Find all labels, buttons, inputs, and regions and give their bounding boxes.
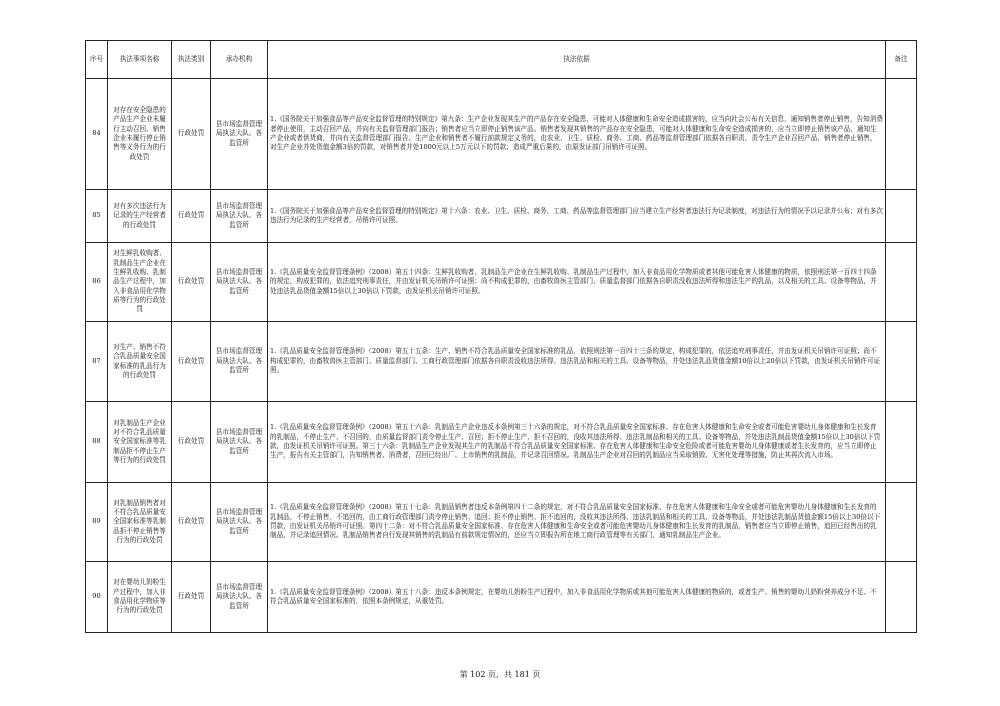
row-no: 84 [86, 79, 108, 190]
row-note [886, 483, 917, 562]
row-no: 86 [86, 243, 108, 322]
row-basis: 1.《乳品质量安全监督管理条例》（2008）第五十六条：乳制品生产企业违反本条例第三十六条的规定，对不符合乳品质量安全国家标准、存在危害人体健康和生命安全或者可能危害婴幼儿身体健康和生长发育的乳制品，不停止生产、不召回的，由质量监督部门责令停止生产、召回；拒不停止生产、拒不召回的，没收其违法所得、违法乳制品和相关的工具、设备等物品，并处违法乳制品货值金额15倍以上30倍以下罚款，由发证机关吊销许可证照。第三十六条：乳制品生产企业发现其生产的乳制品不符合乳品质量安全国家标准、存在危害人体健康和生命安全危险或者可能危害婴幼儿身体健康或者生长发育的，应当立即停止生产，报告有关主管部门，告知销售者、消费者，召回已经出厂、上市销售的乳制品，并记录召回情况。乳制品生产企业对召回的乳制品应当采取销毁、无害化处理等措施，防止其再次流入市场。 [268, 402, 886, 483]
enforcement-table [85, 40, 917, 633]
row-agency: 县市场监督管理局执法大队、各监管所 [211, 562, 268, 633]
table-row [86, 402, 917, 483]
row-basis: 1.《乳品质量安全监督管理条例》（2008）第五十四条：生鲜乳收购者、乳制品生产企业在生鲜乳收购、乳制品生产过程中，加入非食品用化学物质或者其他可能危害人体健康的物质，依照刑法第一百四十四条的规定，构成犯罪的，依法追究刑事责任，并由发证机关吊销许可证照；尚不构成犯罪的，由畜牧兽医主管部门、质量监督部门依据各自职责没收违法所得和违法生产的乳品，以及相关的工具、设备等物品，并处违法乳品货值金额15倍以上30倍以下罚款，由发证机关吊销许可证照。 [268, 243, 886, 322]
row-note [886, 190, 917, 243]
row-no: 89 [86, 483, 108, 562]
row-agency: 县市场监督管理局执法大队、各监管所 [211, 190, 268, 243]
row-item-name: 对乳制品销售者对不符合乳品质量安全国家标准等乳制品拒不停止销售等行为的行政处罚 [108, 483, 172, 562]
header-no: 序号 [86, 41, 108, 79]
row-item-name: 对生产、销售不符合乳品质量安全国家标准的乳品行为的行政处罚 [108, 322, 172, 402]
page-number-footer: 第 102 页，共 181 页 [459, 670, 541, 679]
row-type: 行政处罚 [172, 483, 211, 562]
row-type: 行政处罚 [172, 79, 211, 190]
row-item-name: 对乳制品生产企业对不符合乳品质量安全国家标准等乳制品拒不停止生产等行为的行政处罚 [108, 402, 172, 483]
row-note [886, 562, 917, 633]
row-basis: 1.《国务院关于加强食品等产品安全监督管理的特别规定》第十六条：农业、卫生、质检、商务、工商、药品等监督管理部门应当建立生产经营者违法行为记录制度，对违法行为的情况予以记录并公布；对有多次违法行为记录的生产经营者，吊销许可证照。 [268, 190, 886, 243]
row-agency: 县市场监督管理局执法大队、各监管所 [211, 483, 268, 562]
header-note: 备注 [886, 41, 917, 79]
row-no: 90 [86, 562, 108, 633]
row-no: 85 [86, 190, 108, 243]
row-type: 行政处罚 [172, 243, 211, 322]
row-agency: 县市场监督管理局执法大队、各监管所 [211, 322, 268, 402]
row-type: 行政处罚 [172, 190, 211, 243]
table-row [86, 79, 917, 190]
row-item-name: 对存在安全隐患的产品生产企业未履行主动召回、销售企业未履行停止销售等义务行为的行政处罚 [108, 79, 172, 190]
row-no: 88 [86, 402, 108, 483]
table-row [86, 562, 917, 633]
row-item-name: 对有多次违法行为记录的生产经营者的行政处罚 [108, 190, 172, 243]
header-type: 执法类别 [172, 41, 211, 79]
row-item-name: 对生鲜乳收购者、乳制品生产企业在生鲜乳收购、乳制品生产过程中，加入非食品用化学物质等行为的行政处罚 [108, 243, 172, 322]
table-row [86, 483, 917, 562]
header-basis: 执法依据 [268, 41, 886, 79]
row-basis: 1.《乳品质量安全监督管理条例》（2008）第五十八条：违反本条例规定，在婴幼儿奶粉生产过程中，加入非食品用化学物质或其他可能危害人体健康的物质的，或者生产、销售的婴幼儿奶粉营养成分不足、不符合乳品质量安全国家标准的，依照本条例规定，从重处罚。 [268, 562, 886, 633]
row-note [886, 402, 917, 483]
row-agency: 县市场监督管理局执法大队、各监管所 [211, 402, 268, 483]
table-row [86, 243, 917, 322]
row-basis: 1.《乳品质量安全监督管理条例》（2008）第五十五条：生产、销售不符合乳品质量安全国家标准的乳品，依照刑法第一百四十三条的规定，构成犯罪的，依法追究刑事责任，并由发证机关吊销许可证照；尚不构成犯罪的，由畜牧兽医主管部门、质量监督部门、工商行政管理部门依据各自职责没收违法所得、违法乳品和相关的工具、设备等物品，并处违法乳品货值金额10倍以上20倍以下罚款，由发证机关吊销许可证照。 [268, 322, 886, 402]
row-basis: 1.《乳品质量安全监督管理条例》（2008）第五十七条：乳制品销售者违反本条例第四十二条的规定，对不符合乳品质量安全国家标准、存在危害人体健康和生命安全或者可能危害婴幼儿身体健康和生长发育的乳制品，不停止销售、不追回的，由工商行政管理部门责令停止销售、追回；拒不停止销售、拒不追回的，没收其违法所得、违法乳制品和相关的工具、设备等物品，并处违法乳制品货值金额15倍以上30倍以下罚款，由发证机关吊销许可证照。第四十二条：对不符合乳品质量安全国家标准、存在危害人体健康和生命安全或者可能危害婴幼儿身体健康和生长发育的乳制品，销售者应当立即停止销售，追回已经售出的乳制品，并记录追回情况。乳制品销售者自行发现其销售的乳制品有前款规定情况的，还应当立即报告所在地工商行政管理等有关部门，通知乳制品生产企业。 [268, 483, 886, 562]
header-agency: 承办机构 [211, 41, 268, 79]
row-type: 行政处罚 [172, 322, 211, 402]
table-row [86, 322, 917, 402]
row-note [886, 243, 917, 322]
row-type: 行政处罚 [172, 562, 211, 633]
row-agency: 县市场监督管理局执法大队、各监管所 [211, 79, 268, 190]
header-item-name: 执法事项名称 [108, 41, 172, 79]
table-row [86, 190, 917, 243]
table-header-row [86, 41, 917, 79]
row-no: 87 [86, 322, 108, 402]
row-note [886, 79, 917, 190]
row-type: 行政处罚 [172, 402, 211, 483]
row-item-name: 对在婴幼儿奶粉生产过程中，加入非食品用化学物质等行为的行政处罚 [108, 562, 172, 633]
row-note [886, 322, 917, 402]
row-basis: 1.《国务院关于加强食品等产品安全监督管理的特别规定》第九条：生产企业发现其生产的产品存在安全隐患，可能对人体健康和生命安全造成损害的，应当向社会公布有关信息，通知销售者停止销售，告知消费者停止使用，主动召回产品，并向有关监督管理部门报告；销售者应当立即停止销售该产品。销售者发现其销售的产品存在安全隐患，可能对人体健康和生命安全造成损害的，应当立即停止销售该产品，通知生产企业或者供货商，并向有关监督管理部门报告。生产企业和销售者不履行前款规定义务的，由农业、卫生、质检、商务、工商、药品等监督管理部门依据各自职责，责令生产企业召回产品、销售者停止销售，对生产企业并处货值金额3倍的罚款，对销售者并处1000元以上5万元以下的罚款；造成严重后果的，由原发证部门吊销许可证照。 [268, 79, 886, 190]
row-agency: 县市场监督管理局执法大队、各监管所 [211, 243, 268, 322]
